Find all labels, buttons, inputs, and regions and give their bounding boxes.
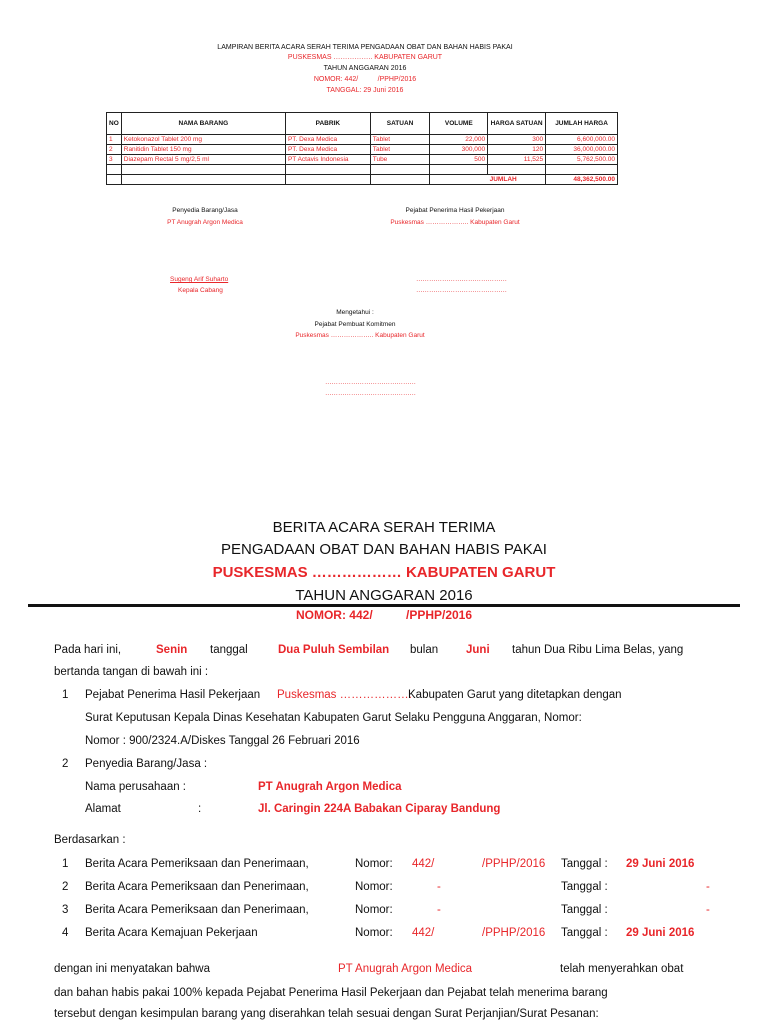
table-cell: Diazepam Rectal 5 mg/2,5 ml — [121, 155, 285, 165]
table-cell: 1 — [107, 135, 122, 145]
company-label: Nama perusahaan : — [85, 781, 187, 793]
table-cell: Tablet — [370, 135, 430, 145]
col-header: NO — [107, 113, 122, 135]
party-1-text: Nomor : 900/2324.A/Diskes Tanggal 26 Februari 2016 — [85, 735, 360, 747]
col-header: NAMA BARANG — [121, 113, 285, 135]
closing-company: PT Anugrah Argon Medica — [338, 963, 473, 975]
table-cell: 500 — [430, 155, 488, 165]
list-number: 2 — [62, 758, 69, 770]
table-row-empty — [107, 165, 618, 175]
attachment-year: TAHUN ANGGARAN 2016 — [323, 65, 407, 72]
center-sig-label: Mengetahui : — [336, 309, 374, 316]
list-item-text: Berita Acara Pemeriksaan dan Penerimaan, — [85, 858, 309, 870]
list-item-text: Berita Acara Pemeriksaan dan Penerimaan, — [85, 881, 309, 893]
items-table — [106, 112, 618, 185]
list-number: 4 — [62, 927, 69, 939]
tanggal-value: - — [706, 881, 710, 893]
table-cell: 6,600,000.00 — [546, 135, 618, 145]
table-cell: Ranitidin Tablet 150 mg — [121, 145, 285, 155]
table-cell: 2 — [107, 145, 122, 155]
table-cell: Ketokonazol Tablet 200 mg — [121, 135, 285, 145]
doc-puskesmas: PUSKESMAS ……………… KABUPATEN GARUT — [212, 564, 556, 581]
party-1-text: Kabupaten Garut yang ditetapkan dengan — [408, 689, 622, 701]
left-sig-role: Penyedia Barang/Jasa — [172, 207, 238, 214]
doc-subtitle: PENGADAAN OBAT DAN BAHAN HABIS PAKAI — [221, 541, 547, 558]
address-colon: : — [198, 803, 202, 815]
list-number: 3 — [62, 904, 69, 916]
nomor-label: Nomor: — [355, 881, 393, 893]
nomor-suffix: /PPHP/2016 — [482, 927, 546, 939]
nomor-label: Nomor: — [355, 904, 393, 916]
table-cell: Tube — [370, 155, 430, 165]
table-cell: Tablet — [370, 145, 430, 155]
table-cell: 300 — [488, 135, 546, 145]
nomor-value: 442/ — [412, 927, 435, 939]
doc-year: TAHUN ANGGARAN 2016 — [295, 587, 473, 604]
closing-text: telah menyerahkan obat — [560, 963, 684, 975]
table-cell: 11,525 — [488, 155, 546, 165]
total-label: JUMLAH — [488, 175, 546, 185]
company-name: PT Anugrah Argon Medica — [258, 781, 402, 793]
tanggal-label: Tanggal : — [561, 881, 608, 893]
nomor-label: Nomor: — [355, 927, 393, 939]
doc-number: NOMOR: 442/ /PPHP/2016 — [295, 608, 473, 622]
center-sig-unit: Puskesmas ……………….. Kabupaten Garut — [295, 332, 425, 339]
address-value: Jl. Caringin 224A Babakan Ciparay Bandung — [258, 803, 501, 815]
table-cell: PT. Dexa Medica — [285, 135, 370, 145]
table-cell: 22,000 — [430, 135, 488, 145]
list-number: 1 — [62, 858, 69, 870]
col-header: SATUAN — [370, 113, 430, 135]
nomor-value: - — [437, 904, 441, 916]
col-header: JUMLAH HARGA — [546, 113, 618, 135]
list-number: 1 — [62, 689, 69, 701]
table-row — [107, 155, 618, 165]
right-sig-unit: Puskesmas ……………….. Kabupaten Garut — [390, 219, 520, 226]
party-2-label: Penyedia Barang/Jasa : — [85, 758, 208, 770]
table-cell: PT Actavis Indonesia — [285, 155, 370, 165]
intro-text: tanggal — [210, 644, 248, 656]
table-total-row — [107, 175, 618, 185]
col-header: PABRIK — [285, 113, 370, 135]
attachment-title: LAMPIRAN BERITA ACARA SERAH TERIMA PENGADAAN OBAT DAN BAHAN HABIS PAKAI — [217, 44, 513, 51]
nomor-value: 442/ — [412, 858, 435, 870]
table-header-row — [107, 113, 618, 135]
intro-date: Dua Puluh Sembilan — [278, 644, 390, 656]
nomor-value: - — [437, 881, 441, 893]
tanggal-value: 29 Juni 2016 — [626, 858, 695, 870]
table-cell: 36,000,000.00 — [546, 145, 618, 155]
tanggal-label: Tanggal : — [561, 858, 608, 870]
intro-text: bertanda tangan di bawah ini : — [54, 666, 209, 678]
right-sig-line: …………………………………… — [416, 276, 507, 283]
table-cell: PT. Dexa Medica — [285, 145, 370, 155]
attachment-date: TANGGAL: 29 Juni 2016 — [326, 87, 404, 94]
list-item-text: Berita Acara Kemajuan Pekerjaan — [85, 927, 258, 939]
center-sig-line-2: …………………………………… — [325, 390, 416, 397]
col-header: VOLUME — [430, 113, 488, 135]
center-sig-line: …………………………………… — [325, 379, 416, 386]
address-label: Alamat — [85, 803, 121, 815]
right-sig-role: Pejabat Penerima Hasil Pekerjaan — [405, 207, 505, 214]
party-1-puskesmas: Puskesmas ………………. — [277, 689, 412, 701]
left-sig-name: Sugeng Arif Suharto — [170, 276, 229, 283]
intro-text: tahun Dua Ribu Lima Belas, yang — [512, 644, 684, 656]
intro-text: Pada hari ini, — [54, 644, 122, 656]
table-cell: 3 — [107, 155, 122, 165]
closing-text: tersebut dengan kesimpulan barang yang diserahkan telah sesuai dengan Surat Perjanjian/Surat Pesanan: — [54, 1008, 599, 1020]
table-cell: 120 — [488, 145, 546, 155]
tanggal-label: Tanggal : — [561, 927, 608, 939]
left-sig-title: Kepala Cabang — [178, 287, 223, 294]
intro-day: Senin — [156, 644, 188, 656]
intro-text: bulan — [410, 644, 439, 656]
party-1-text: Surat Keputusan Kepala Dinas Kesehatan Kabupaten Garut Selaku Pengguna Anggaran, Nomor: — [85, 712, 582, 724]
tanggal-value: - — [706, 904, 710, 916]
tanggal-value: 29 Juni 2016 — [626, 927, 695, 939]
table-row — [107, 135, 618, 145]
table-cell: 5,762,500.00 — [546, 155, 618, 165]
list-number: 2 — [62, 881, 69, 893]
nomor-label: Nomor: — [355, 858, 393, 870]
left-sig-company: PT Anugrah Argon Medica — [167, 219, 243, 226]
based-on-label: Berdasarkan : — [54, 834, 126, 846]
closing-text: dengan ini menyatakan bahwa — [54, 963, 211, 975]
doc-title: BERITA ACARA SERAH TERIMA — [272, 519, 496, 536]
nomor-suffix: /PPHP/2016 — [482, 858, 546, 870]
party-1-text: Pejabat Penerima Hasil Pekerjaan — [85, 689, 261, 701]
table-row — [107, 145, 618, 155]
right-sig-line-2: …………………………………… — [416, 287, 507, 294]
attachment-number: NOMOR: 442/ /PPHP/2016 — [313, 76, 417, 83]
total-value: 48,362,500.00 — [546, 175, 618, 185]
intro-month: Juni — [466, 644, 490, 656]
table-cell: 300,000 — [430, 145, 488, 155]
attachment-puskesmas: PUSKESMAS …………….. KABUPATEN GARUT — [287, 54, 443, 61]
col-header: HARGA SATUAN — [488, 113, 546, 135]
list-item-text: Berita Acara Pemeriksaan dan Penerimaan, — [85, 904, 309, 916]
closing-text: dan bahan habis pakai 100% kepada Pejabat Penerima Hasil Pekerjaan dan Pejabat telah menerima barang — [54, 987, 608, 999]
tanggal-label: Tanggal : — [561, 904, 608, 916]
center-sig-role: Pejabat Pembuat Komitmen — [314, 321, 396, 328]
